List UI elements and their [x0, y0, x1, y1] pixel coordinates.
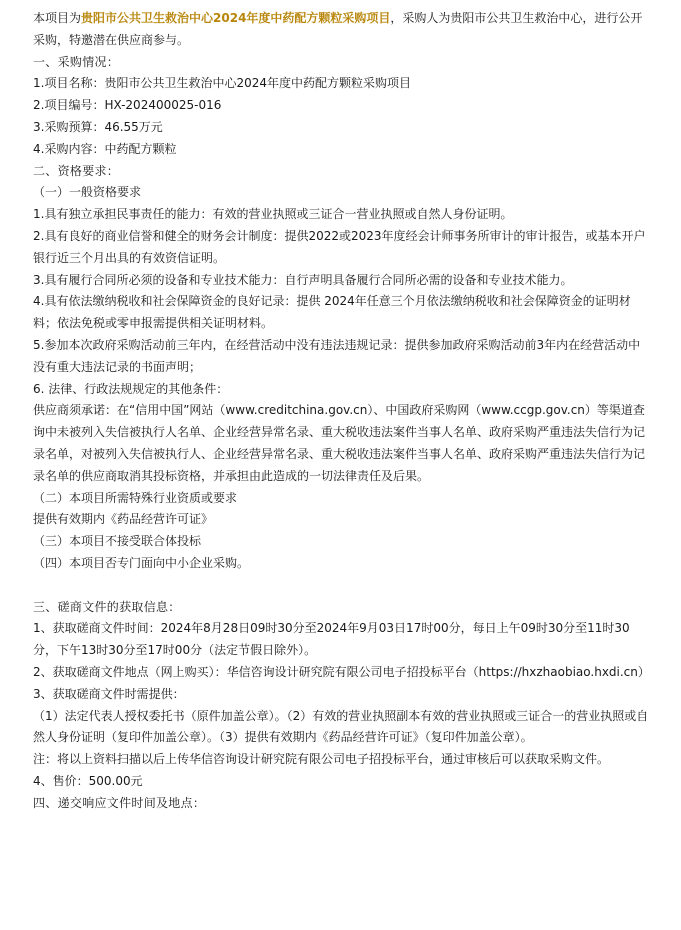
intro-suffix: ，采购人为贵阳市公共卫生救治中心，进行公开采购，特邀潜在供应商参与。 — [33, 11, 643, 47]
qualification-item: 1.具有独立承担民事责任的能力：有效的营业执照或三证合一营业执照或自然人身份证明。 — [33, 207, 513, 222]
subsection-heading: （三）本项目不接受联合体投标 — [33, 534, 202, 549]
subsection-heading: （二）本项目所需特殊行业资质或要求 — [33, 490, 238, 505]
section-heading-documents: 三、磋商文件的获取信息： — [33, 599, 181, 614]
project-name-highlight: 贵阳市公共卫生救治中心2024年度中药配方颗粒采购项目 — [81, 11, 391, 25]
documents-item: 3、获取磋商文件时需提供： — [33, 686, 185, 701]
license-requirement: 提供有效期内《药品经营许可证》 — [33, 512, 214, 527]
subsection-heading: （一）一般资格要求 — [33, 185, 142, 200]
subsection-heading: （四）本项目否专门面向中小企业采购。 — [33, 555, 250, 570]
procurement-item: 4.采购内容：中药配方颗粒 — [33, 141, 177, 156]
credit-commitment-paragraph: 供应商须承诺：在“信用中国”网站（www.creditchina.gov.cn）、中国政府采购网（www.ccgp.gov.cn）等渠道查询中未被列入失信被执行人名单、企业经营异常名录、重大税收违法案件当事人名单、政府采购严重违法失信行为记录名单，对被列入失信被执行人、企业经营异常名录、重大税收违法案件当事人名单、政府采购严重违法失信行为记录名单的供应商取消其投标资格，并承担由此造成的一切法律责任及后果。 — [33, 403, 646, 483]
section-heading-qualification: 二、资格要求： — [33, 163, 120, 178]
procurement-item: 1.项目名称：贵阳市公共卫生救治中心2024年度中药配方颗粒采购项目 — [33, 76, 411, 91]
qualification-item: 5.参加本次政府采购活动前三年内，在经营活动中没有违法违规记录：提供参加政府采购活动前3年内在经营活动中没有重大违法记录的书面声明； — [33, 337, 641, 374]
documents-item: 1、获取磋商文件时间：2024年8月28日09时30分至2024年9月03日17时00分，每日上午09时30分至11时30分，下午13时30分至17时00分（法定节假日除外）。 — [33, 621, 630, 658]
procurement-item: 3.采购预算：46.55万元 — [33, 119, 163, 134]
section-heading-submission: 四、递交响应文件时间及地点： — [33, 795, 206, 810]
intro-paragraph — [33, 8, 651, 52]
procurement-item: 2.项目编号：HX-202400025-016 — [33, 98, 222, 113]
qualification-item: 3.具有履行合同所必须的设备和专业技术能力：自行声明具备履行合同所必需的设备和专业技术能力。 — [33, 272, 573, 287]
qualification-item: 4.具有依法缴纳税收和社会保障资金的良好记录：提供 2024年任意三个月依法缴纳税收和社会保障资金的证明材料；依法免税或零申报需提供相关证明材料。 — [33, 294, 631, 331]
documents-item: 2、获取磋商文件地点（网上购买）：华信咨询设计研究院有限公司电子招投标平台（https://hxzhaobiao.hxdi.cn） — [33, 664, 650, 679]
qualification-item: 6. 法律、行政法规规定的其他条件： — [33, 381, 229, 396]
required-materials-paragraph: （1）法定代表人授权委托书（原件加盖公章）。（2）有效的营业执照副本有效的营业执照或三证合一的营业执照或自然人身份证明（复印件加盖公章）。（3）提供有效期内《药品经营许可证》（复印件加盖公章）。 — [33, 708, 649, 745]
qualification-item: 2.具有良好的商业信誉和健全的财务会计制度：提供2022或2023年度经会计师事务所审计的审计报告，或基本开户银行近三个月出具的有效资信证明。 — [33, 228, 646, 265]
section-heading-procurement: 一、采购情况： — [33, 54, 120, 69]
intro-prefix: 本项目为 — [33, 11, 82, 25]
upload-note: 注：将以上资料扫描以后上传华信咨询设计研究院有限公司电子招投标平台，通过审核后可以获取采购文件。 — [33, 752, 610, 767]
price-item: 4、售价：500.00元 — [33, 773, 143, 788]
